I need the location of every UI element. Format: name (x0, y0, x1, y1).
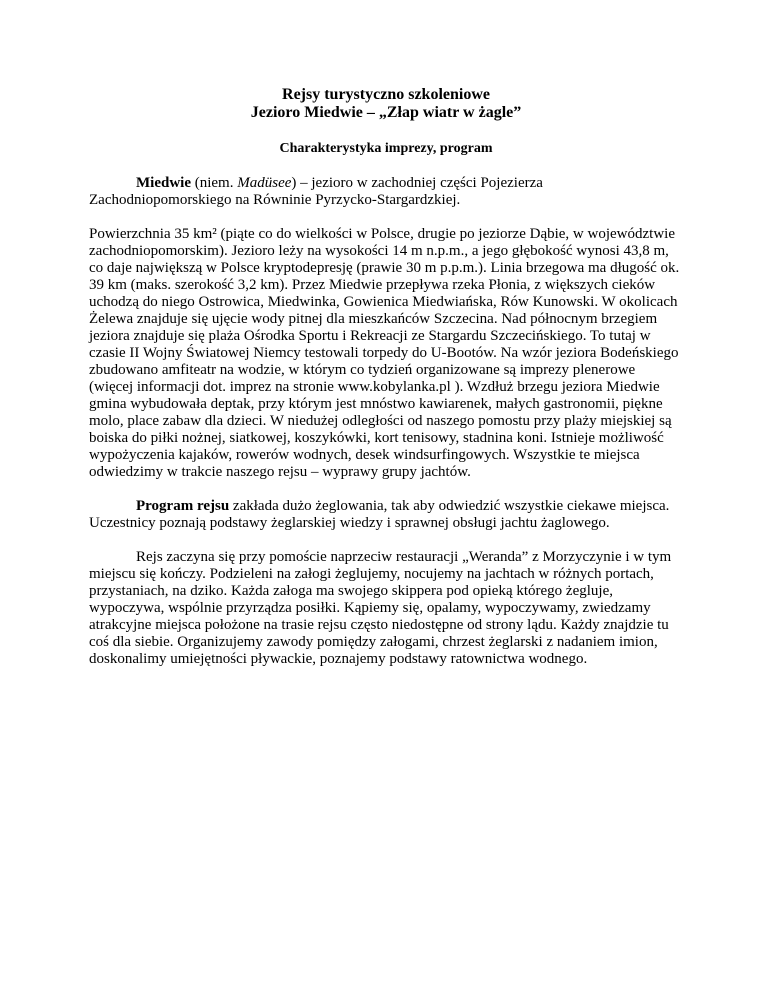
document-page (89, 86, 683, 685)
intro-bold-term: Miedwie (136, 175, 191, 191)
document-title (89, 86, 683, 122)
intro-text-before-italic: (niem. (190, 175, 238, 191)
title-line-1: Rejsy turystyczno szkoleniowe (282, 86, 490, 103)
program-bold-term: Program rejsu (136, 498, 230, 514)
title-line-2: Jezioro Miedwie – „Złap wiatr w żagle” (250, 104, 522, 121)
cruise-details-paragraph: Rejs zaczyna się przy pomoście naprzeciw restauracji „Weranda” z Morzyczynie i w tym miejscu się kończy. Podzieleni na załogi żeglujemy, nocujemy na jachtach w różnych portach, przystaniach, na dziko. Każda załoga ma swojego skippera pod opieką którego żegluje, wypoczywa, wspólnie przyrządza posiłki. Kąpiemy się, opalamy, wypoczywamy, zwiedzamy atrakcyjne miejsca położone na trasie rejsu często niedostępne od strony lądu. Każdy znajdzie tu coś dla siebie. Organizujemy zawody pomiędzy załogami, chrzest żeglarski z nadaniem imion, doskonalimy umiejętności pływackie, poznajemy podstawy ratownictwa wodnego. (89, 549, 672, 667)
document-subtitle: Charakterystyka imprezy, program (279, 141, 493, 156)
intro-text-after-italic: ) – jezioro w zachodniej części Pojezierza Zachodniopomorskiego na Równinie Pyrzycko-Stargardzkiej. (89, 175, 543, 208)
intro-paragraph (89, 175, 683, 209)
program-text: zakłada dużo żeglowania, tak aby odwiedzić wszystkie ciekawe miejsca. Uczestnicy poznają podstawy żeglarskiej wiedzy i sprawnej obsługi jachtu żaglowego. (89, 498, 670, 531)
program-paragraph (89, 498, 683, 532)
intro-italic-term: Madüsee (237, 175, 292, 191)
lake-description-paragraph: Powierzchnia 35 km² (piąte co do wielkości w Polsce, drugie po jeziorze Dąbie, w województwie zachodniopomorskim). Jezioro leży na wysokości 14 m n.p.m., a jego głębokość wynosi 43,8 m, co daje największą w Polsce kryptodepresję (prawie 30 m p.p.m.). Linia brzegowa ma długość ok. 39 km (maks. szerokość 3,2 km). Przez Miedwie przepływa rzeka Płonia, z większych cieków uchodzą do niego Ostrowica, Miedwinka, Gowienica Miedwiańska, Rów Kunowski. W okolicach Żelewa znajduje się ujęcie wody pitnej dla mieszkańców Szczecina. Nad północnym brzegiem jeziora znajduje się plaża Ośrodka Sportu i Rekreacji ze Stargardu Szczecińskiego. To tutaj w czasie II Wojny Światowej Niemcy testowali torpedy do U-Bootów. Na wzór jeziora Bodeńskiego zbudowano amfiteatr na wodzie, w którym co tydzień organizowane są imprezy plenerowe (więcej informacji dot. imprez na stronie www.kobylanka.pl ). Wzdłuż brzegu jeziora Miedwie gmina wybudowała deptak, przy którym jest mnóstwo kawiarenek, małych gastronomii, piękne molo, place zabaw dla dzieci. W niedużej odległości od naszego pomostu przy plaży miejskiej są boiska do piłki nożnej, siatkowej, koszykówki, kort tenisowy, stadnina koni. Istnieje możliwość wypożyczenia kajaków, rowerów wodnych, desek windsurfingowych. Wszystkie te miejsca odwiedzimy w trakcie naszego rejsu – wyprawy grupy jachtów. (89, 226, 680, 480)
